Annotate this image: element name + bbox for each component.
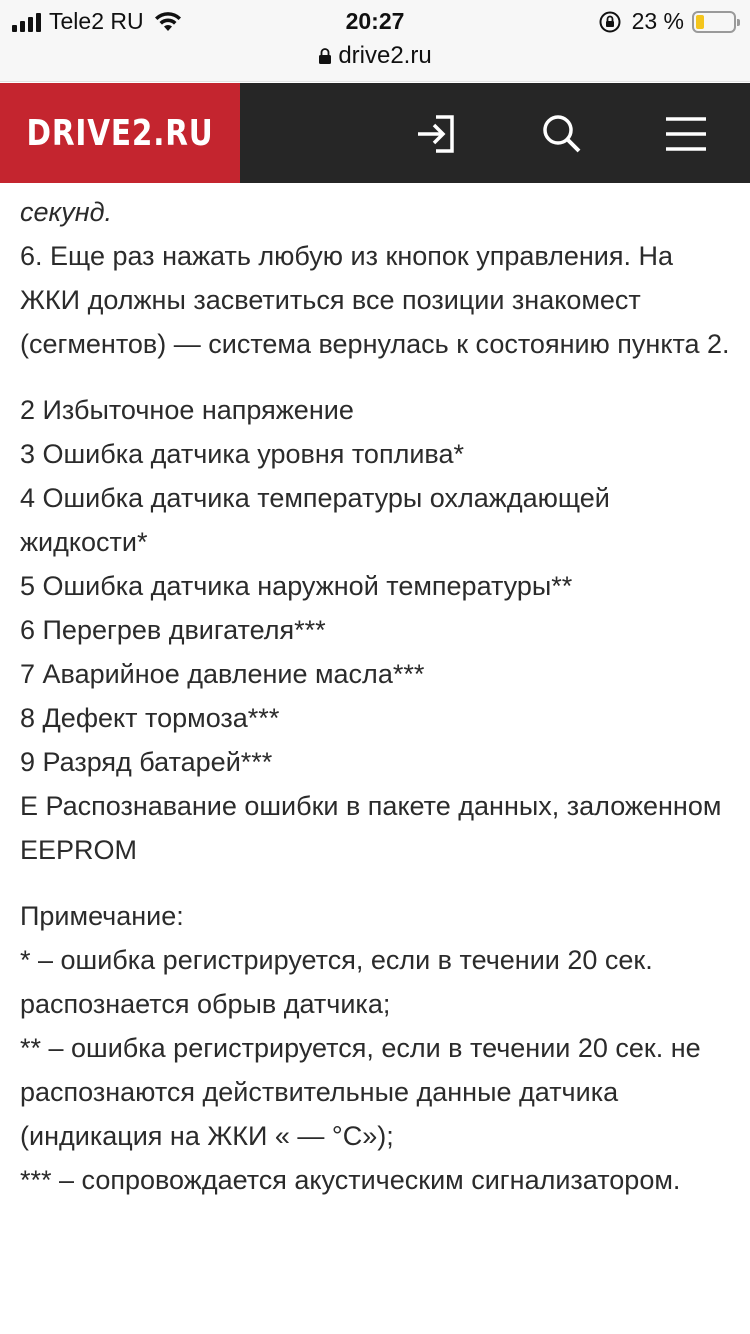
note-item: ** – ошибка регистрируется, если в течении 20 сек. не распознаются действительные данные датчика (индикация на ЖКИ « — °С»); [20, 1033, 701, 1151]
list-item: 9 Разряд батарей*** [20, 747, 273, 777]
logo-text: DRIVE2.RU [26, 112, 214, 154]
list-item: 3 Ошибка датчика уровня топлива* [20, 439, 464, 469]
rotation-lock-icon [598, 10, 622, 34]
note-title: Примечание: [20, 901, 184, 931]
list-item: 7 Аварийное давление масла*** [20, 659, 425, 689]
intro-italic: секунд. [20, 197, 113, 227]
list-item: 5 Ошибка датчика наружной температуры** [20, 571, 573, 601]
clock: 20:27 [345, 8, 405, 34]
site-logo[interactable] [0, 83, 240, 183]
site-header [0, 83, 750, 183]
battery-percent: 23 % [631, 8, 684, 34]
notes-block [20, 894, 730, 1202]
step-block [20, 190, 730, 366]
url-text[interactable]: drive2.ru [338, 42, 432, 69]
step-6: 6. Еще раз нажать любую из кнопок управления. На ЖКИ должны засветиться все позиции знакомест (сегментов) — система вернулась к состоянию пункта 2. [20, 241, 730, 359]
browser-url-bar[interactable] [0, 42, 750, 82]
list-item: 2 Избыточное напряжение [20, 395, 354, 425]
note-item: *** – сопровождается акустическим сигнализатором. [20, 1165, 681, 1195]
login-icon[interactable] [414, 113, 458, 155]
list-item: 4 Ошибка датчика температуры охлаждающей жидкости* [20, 483, 610, 557]
carrier-name: Tele2 RU [49, 8, 144, 34]
menu-icon[interactable] [664, 113, 708, 155]
search-icon[interactable] [540, 113, 584, 155]
list-item: 8 Дефект тормоза*** [20, 703, 280, 733]
battery-fill [696, 15, 704, 29]
list-item: 6 Перегрев двигателя*** [20, 615, 326, 645]
error-codes-list [20, 388, 730, 872]
status-right [598, 8, 736, 35]
article-content [20, 190, 730, 1224]
list-item: E Распознавание ошибки в пакете данных, заложенном EEPROM [20, 791, 722, 865]
battery-icon [692, 11, 736, 33]
lock-icon [318, 47, 332, 65]
note-item: * – ошибка регистрируется, если в течении 20 сек. распознается обрыв датчика; [20, 945, 653, 1019]
status-bar [0, 0, 750, 42]
